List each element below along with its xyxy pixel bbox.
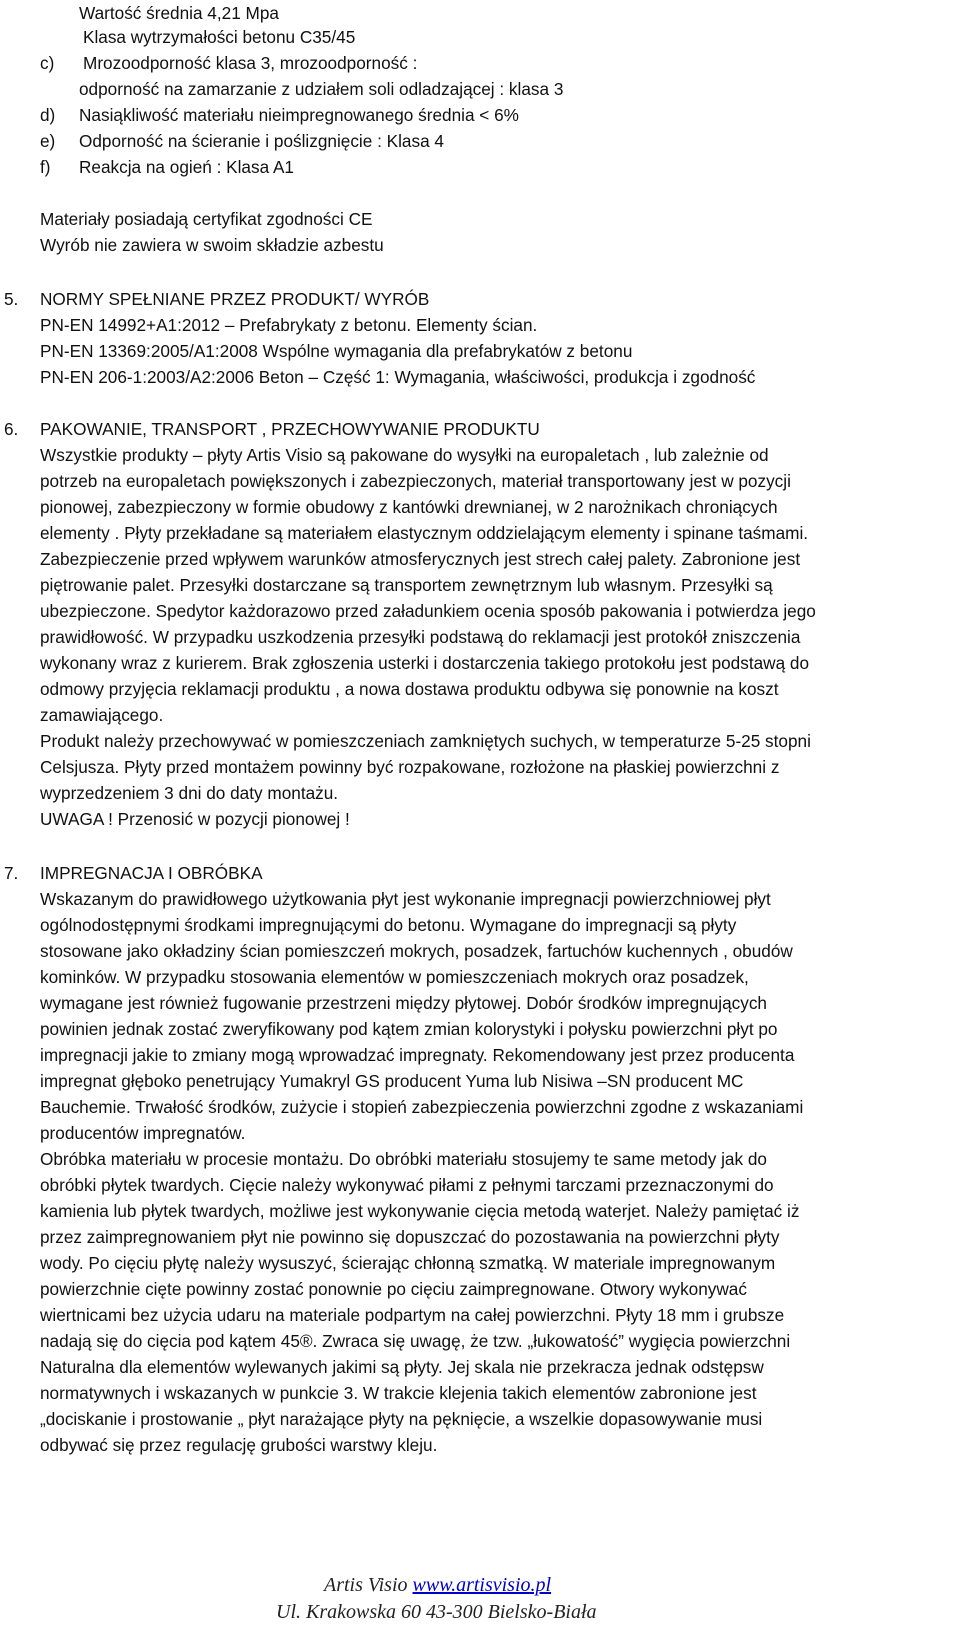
body-line: Wszystkie produkty – płyty Artis Visio są pakowane do wysyłki na europaletach , lub zależnie od: [40, 445, 769, 465]
spec-e-text: Odporność na ścieranie i poślizgnięcie : Klasa 4: [79, 131, 444, 151]
spec-c-label: c): [40, 53, 55, 73]
spec-d-label: d): [40, 105, 56, 125]
body-line: „dociskanie i prostowanie „ płyt narażające płyty na pęknięcie, a wszelkie dopasowywanie musi: [40, 1409, 763, 1429]
body-line: prawidłowość. W przypadku uszkodzenia przesyłki podstawą do reklamacji jest protokół zniszczenia: [40, 627, 801, 647]
body-line: Obróbka materiału w procesie montażu. Do obróbki materiału stosujemy te same metody jak do: [40, 1149, 767, 1169]
body-line: przez zaimpregnowaniem płyt nie powinno się dopuszczać do pozostawania na powierzchni płyty: [40, 1227, 780, 1247]
body-line: Zabezpieczenie przed wpływem warunków atmosferycznych jest strech całej palety. Zabronione jest: [40, 549, 801, 569]
body-line: impregnat głęboko penetrujący Yumakryl GS producent Yuma lub Nisiwa –SN producent MC: [40, 1071, 744, 1091]
average-value: Wartość średnia 4,21 Mpa: [79, 3, 279, 23]
body-line: obróbki płytek twardych. Cięcie należy wykonywać piłami z pełnymi tarczami przeznaczonymi do: [40, 1175, 774, 1195]
body-line: powinien jednak zostać zweryfikowany pod kątem zmian kolorystyki i połysku powierzchni płyt po: [40, 1019, 778, 1039]
body-line: piętrowanie palet. Przesyłki dostarczane są transportem zewnętrznym lub własnym. Przesyłki są: [40, 575, 773, 595]
body-line: wykonany wraz z kurierem. Brak zgłoszenia usterki i dostarczenia takiego protokołu jest podstawą do: [40, 653, 810, 673]
body-line: pionowej, zabezpieczony w formie obudowy z kantówki drewnianej, w 2 narożnikach chroniących: [40, 497, 778, 517]
footer-company: Artis Visio: [324, 1574, 408, 1596]
section-7-number: 7.: [4, 863, 19, 883]
body-line: odbywać się przez regulację grubości warstwy kleju.: [40, 1435, 438, 1455]
body-line: ubezpieczone. Spedytor każdorazowo przed załadunkiem ocenia sposób pakowania i potwierdza jego: [40, 601, 816, 621]
norm-line: PN-EN 206-1:2003/A2:2006 Beton – Część 1: Wymagania, właściwości, produkcja i zgodność: [40, 367, 756, 387]
norm-line: PN-EN 13369:2005/A1:2008 Wspólne wymagania dla prefabrykatów z betonu: [40, 341, 633, 361]
section-7-title: IMPREGNACJA I OBRÓBKA: [40, 863, 263, 883]
footer-address: Ul. Krakowska 60 43-300 Bielsko-Biała: [276, 1601, 597, 1623]
body-line: producentów impregnatów.: [40, 1123, 246, 1143]
body-line: Naturalna dla elementów wylewanych jakimi są płyty. Jej skala nie przekracza jednak odstępsw: [40, 1357, 764, 1377]
spec-e-label: e): [40, 131, 56, 151]
section-5-number: 5.: [4, 289, 19, 309]
body-line: nadają się do cięcia pod kątem 45®. Zwraca się uwagę, że tzw. „łukowatość” wygięcia powierzchni: [40, 1331, 791, 1351]
strength-class: Klasa wytrzymałości betonu C35/45: [83, 27, 356, 47]
body-line: wody. Po cięciu płytę należy wysuszyć, ścierając chłonną szmatką. W materiale impregnowanym: [40, 1253, 776, 1273]
body-line: kamienia lub płytek twardych, możliwe jest wykonywanie cięcia metodą waterjet. Należy pamiętać iż: [40, 1201, 800, 1221]
spec-f-text: Reakcja na ogień : Klasa A1: [79, 157, 294, 177]
spec-c-text: Mrozoodporność klasa 3, mrozoodporność :: [83, 53, 418, 73]
footer-company-line: [324, 1574, 551, 1597]
spec-f-label: f): [40, 157, 51, 177]
body-line: wiertnicami bez użycia udaru na materiale podpartym na całej powierzchni. Płyty 18 mm i grubsze: [40, 1305, 785, 1325]
ce-certificate: Materiały posiadają certyfikat zgodności CE: [40, 209, 373, 229]
body-line: potrzeb na europaletach powiększonych i zabezpieczonych, materiał transportowany jest w pozycji: [40, 471, 791, 491]
body-line: Bauchemie. Trwałość środków, zużycie i stopień zabezpieczenia powierzchni zgodne z wskazaniami: [40, 1097, 804, 1117]
body-line: powierzchnie cięte powinny zostać ponownie po cięciu zaimpregnowane. Otwory wykonywać: [40, 1279, 747, 1299]
norm-line: PN-EN 14992+A1:2012 – Prefabrykaty z betonu. Elementy ścian.: [40, 315, 538, 335]
footer-website-link[interactable]: www.artisvisio.pl: [412, 1574, 552, 1596]
spec-d-text: Nasiąkliwość materiału nieimpregnowanego średnia < 6%: [79, 105, 519, 125]
body-line: impregnacji jakie to zmiany mogą wprowadzać impregnaty. Rekomendowany jest przez producenta: [40, 1045, 795, 1065]
body-line: Produkt należy przechowywać w pomieszczeniach zamkniętych suchych, w temperaturze 5-25 stopni: [40, 731, 811, 751]
body-line: zamawiającego.: [40, 705, 164, 725]
body-line: wymagane jest również fugowanie przestrzeni między płytowej. Dobór środków impregnujących: [40, 993, 767, 1013]
section-5-title: NORMY SPEŁNIANE PRZEZ PRODUKT/ WYRÓB: [40, 289, 430, 309]
body-line: Wskazanym do prawidłowego użytkowania płyt jest wykonanie impregnacji powierzchniowej płyt: [40, 889, 771, 909]
body-line: wyprzedzeniem 3 dni do daty montażu.: [40, 783, 339, 803]
body-line: Celsjusza. Płyty przed montażem powinny być rozpakowane, rozłożone na płaskiej powierzchni z: [40, 757, 780, 777]
body-line: ogólnodostępnymi środkami impregnującymi do betonu. Wymagane do impregnacji są płyty: [40, 915, 737, 935]
body-line: kominków. W przypadku stosowania elementów w pomieszczeniach mokrych oraz posadzek,: [40, 967, 749, 987]
section-6-number: 6.: [4, 419, 19, 439]
body-line: elementy . Płyty przekładane są materiałem elastycznym oddzielającym elementy i spinane taśmami.: [40, 523, 809, 543]
section-6-title: PAKOWANIE, TRANSPORT , PRZECHOWYWANIE PRODUKTU: [40, 419, 540, 439]
body-line: normatywnych i wskazanych w punkcie 3. W trakcie klejenia takich elementów zabronione jest: [40, 1383, 757, 1403]
asbestos-note: Wyrób nie zawiera w swoim składzie azbestu: [40, 235, 384, 255]
body-line: odmowy przyjęcia reklamacji produktu , a nowa dostawa produktu odbywa się ponownie na koszt: [40, 679, 779, 699]
body-line: UWAGA ! Przenosić w pozycji pionowej !: [40, 809, 350, 829]
body-line: stosowane jako okładziny ścian pomieszczeń mokrych, posadzek, fartuchów kuchennych , obudów: [40, 941, 793, 961]
spec-c-text-continued: odporność na zamarzanie z udziałem soli odladzającej : klasa 3: [79, 79, 564, 99]
